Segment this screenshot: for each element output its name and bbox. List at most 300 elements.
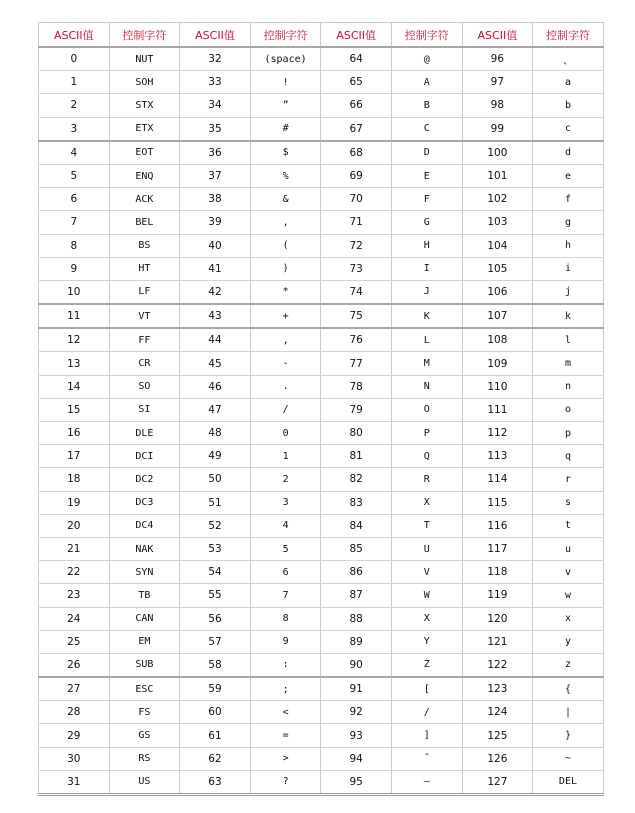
ascii-value-cell: 41 [180,257,251,280]
control-char-cell: Z [391,653,462,677]
table-body [39,47,604,795]
ascii-value-cell: 5 [39,164,110,187]
control-char-cell: GS [109,724,180,747]
control-char-cell: SYN [109,561,180,584]
ascii-table [38,22,604,796]
ascii-value-cell: 68 [321,141,392,165]
ascii-value-cell: 50 [180,468,251,491]
control-char-cell: CAN [109,607,180,630]
control-char-cell: DC3 [109,491,180,514]
ascii-value-cell: 0 [39,47,110,71]
table-row [39,117,604,141]
control-char-cell: v [533,561,604,584]
control-char-cell: K [391,304,462,328]
ascii-value-cell: 44 [180,328,251,352]
ascii-value-cell: 9 [39,257,110,280]
ascii-value-cell: 45 [180,352,251,375]
ascii-value-cell: 8 [39,234,110,257]
table-row [39,257,604,280]
control-char-cell: t [533,514,604,537]
control-char-cell: DCI [109,445,180,468]
control-char-cell: 7 [250,584,321,607]
table-row [39,770,604,794]
table-row [39,234,604,257]
control-char-cell: X [391,491,462,514]
control-char-cell: y [533,630,604,653]
ascii-value-header: ASCII值 [462,23,533,48]
control-char-cell: ACK [109,188,180,211]
control-char-cell: ? [250,770,321,794]
control-char-cell: , [250,211,321,234]
control-char-cell: & [250,188,321,211]
ascii-value-cell: 20 [39,514,110,537]
control-char-cell: , [250,328,321,352]
table-row [39,328,604,352]
control-char-cell: 3 [250,491,321,514]
control-char-header: 控制字符 [391,23,462,48]
ascii-value-cell: 61 [180,724,251,747]
ascii-value-cell: 33 [180,71,251,94]
ascii-value-cell: 6 [39,188,110,211]
control-char-cell: W [391,584,462,607]
ascii-value-cell: 23 [39,584,110,607]
ascii-value-cell: 103 [462,211,533,234]
table-row [39,630,604,653]
ascii-value-cell: 27 [39,677,110,701]
control-char-cell: x [533,607,604,630]
ascii-value-cell: 55 [180,584,251,607]
ascii-value-cell: 115 [462,491,533,514]
control-char-cell: d [533,141,604,165]
table-row [39,280,604,304]
ascii-value-cell: 114 [462,468,533,491]
control-char-cell: / [250,398,321,421]
table-row [39,71,604,94]
ascii-value-cell: 75 [321,304,392,328]
ascii-value-cell: 117 [462,537,533,560]
ascii-value-cell: 122 [462,653,533,677]
ascii-value-cell: 101 [462,164,533,187]
control-char-cell: LF [109,280,180,304]
control-char-cell: i [533,257,604,280]
control-char-cell: o [533,398,604,421]
control-char-cell: (space) [250,47,321,71]
ascii-value-cell: 22 [39,561,110,584]
control-char-cell: F [391,188,462,211]
table-row [39,304,604,328]
control-char-cell: DLE [109,422,180,445]
control-char-cell: % [250,164,321,187]
ascii-value-cell: 97 [462,71,533,94]
ascii-value-cell: 53 [180,537,251,560]
control-char-cell: s [533,491,604,514]
ascii-value-cell: 85 [321,537,392,560]
control-char-cell: E [391,164,462,187]
control-char-cell: c [533,117,604,141]
control-char-cell: N [391,375,462,398]
ascii-value-cell: 30 [39,747,110,770]
control-char-cell: j [533,280,604,304]
control-char-cell: 、 [533,47,604,71]
control-char-cell: BEL [109,211,180,234]
ascii-value-cell: 58 [180,653,251,677]
control-char-cell: * [250,280,321,304]
ascii-value-cell: 100 [462,141,533,165]
control-char-cell: FS [109,701,180,724]
ascii-value-cell: 96 [462,47,533,71]
ascii-value-cell: 92 [321,701,392,724]
control-char-cell: ESC [109,677,180,701]
ascii-value-cell: 32 [180,47,251,71]
control-char-cell: J [391,280,462,304]
ascii-value-cell: 17 [39,445,110,468]
table-row [39,491,604,514]
table-row [39,188,604,211]
control-char-cell: z [533,653,604,677]
table-row [39,211,604,234]
ascii-value-cell: 118 [462,561,533,584]
table-row [39,375,604,398]
ascii-value-cell: 98 [462,94,533,117]
control-char-cell: Q [391,445,462,468]
control-char-cell: < [250,701,321,724]
control-char-cell: p [533,422,604,445]
table-row [39,468,604,491]
ascii-value-header: ASCII值 [180,23,251,48]
control-char-cell: n [533,375,604,398]
ascii-value-cell: 25 [39,630,110,653]
control-char-cell: | [533,701,604,724]
control-char-cell: C [391,117,462,141]
ascii-value-cell: 125 [462,724,533,747]
control-char-cell: b [533,94,604,117]
ascii-value-cell: 93 [321,724,392,747]
ascii-value-cell: 82 [321,468,392,491]
control-char-cell: # [250,117,321,141]
control-char-cell: 8 [250,607,321,630]
ascii-value-cell: 105 [462,257,533,280]
control-char-cell: A [391,71,462,94]
ascii-value-cell: 111 [462,398,533,421]
ascii-value-cell: 52 [180,514,251,537]
table-row [39,537,604,560]
table-row [39,164,604,187]
table-row [39,561,604,584]
ascii-value-cell: 104 [462,234,533,257]
control-char-cell: ” [250,94,321,117]
control-char-cell: V [391,561,462,584]
control-char-cell: 4 [250,514,321,537]
control-char-cell: { [533,677,604,701]
control-char-cell: R [391,468,462,491]
control-char-cell: EOT [109,141,180,165]
control-char-cell: @ [391,47,462,71]
ascii-value-cell: 72 [321,234,392,257]
ascii-value-cell: 48 [180,422,251,445]
control-char-cell: 2 [250,468,321,491]
ascii-value-cell: 28 [39,701,110,724]
ascii-value-cell: 3 [39,117,110,141]
ascii-value-cell: 89 [321,630,392,653]
control-char-cell: > [250,747,321,770]
ascii-value-cell: 36 [180,141,251,165]
ascii-value-cell: 40 [180,234,251,257]
control-char-cell: B [391,94,462,117]
ascii-value-cell: 47 [180,398,251,421]
ascii-value-cell: 70 [321,188,392,211]
ascii-value-cell: 15 [39,398,110,421]
control-char-cell: 5 [250,537,321,560]
ascii-value-cell: 19 [39,491,110,514]
ascii-value-cell: 64 [321,47,392,71]
control-char-cell: ENQ [109,164,180,187]
ascii-value-cell: 57 [180,630,251,653]
ascii-value-cell: 81 [321,445,392,468]
ascii-value-cell: 84 [321,514,392,537]
table-row [39,701,604,724]
control-char-cell: US [109,770,180,794]
ascii-value-cell: 31 [39,770,110,794]
ascii-value-cell: 1 [39,71,110,94]
control-char-header: 控制字符 [250,23,321,48]
control-char-cell: T [391,514,462,537]
ascii-value-cell: 76 [321,328,392,352]
ascii-value-cell: 79 [321,398,392,421]
control-char-cell: = [250,724,321,747]
ascii-value-cell: 102 [462,188,533,211]
ascii-value-cell: 126 [462,747,533,770]
table-row [39,422,604,445]
ascii-value-cell: 63 [180,770,251,794]
ascii-value-cell: 37 [180,164,251,187]
control-char-cell: L [391,328,462,352]
ascii-value-cell: 49 [180,445,251,468]
control-char-cell: G [391,211,462,234]
ascii-value-cell: 29 [39,724,110,747]
ascii-value-header: ASCII值 [321,23,392,48]
table-row [39,607,604,630]
ascii-value-cell: 35 [180,117,251,141]
control-char-cell: CR [109,352,180,375]
ascii-value-cell: 11 [39,304,110,328]
ascii-value-cell: 38 [180,188,251,211]
table-row [39,352,604,375]
control-char-cell: } [533,724,604,747]
control-char-cell: a [533,71,604,94]
table-row [39,94,604,117]
control-char-cell: P [391,422,462,445]
ascii-value-cell: 116 [462,514,533,537]
control-char-cell: u [533,537,604,560]
control-char-cell: l [533,328,604,352]
control-char-cell: q [533,445,604,468]
ascii-value-cell: 99 [462,117,533,141]
control-char-cell: r [533,468,604,491]
control-char-cell: ) [250,257,321,280]
control-char-cell: 6 [250,561,321,584]
ascii-value-cell: 24 [39,607,110,630]
ascii-value-cell: 62 [180,747,251,770]
ascii-value-cell: 107 [462,304,533,328]
ascii-value-cell: 108 [462,328,533,352]
control-char-cell: BS [109,234,180,257]
control-char-cell: ˆ [391,747,462,770]
ascii-value-cell: 95 [321,770,392,794]
ascii-value-cell: 14 [39,375,110,398]
ascii-value-cell: 88 [321,607,392,630]
control-char-cell: X [391,607,462,630]
control-char-cell: + [250,304,321,328]
control-char-cell: TB [109,584,180,607]
ascii-value-cell: 34 [180,94,251,117]
ascii-value-cell: 127 [462,770,533,794]
control-char-cell: SOH [109,71,180,94]
control-char-cell: ! [250,71,321,94]
control-char-cell: g [533,211,604,234]
ascii-value-cell: 16 [39,422,110,445]
control-char-cell: ; [250,677,321,701]
control-char-cell: STX [109,94,180,117]
ascii-value-cell: 78 [321,375,392,398]
control-char-cell: h [533,234,604,257]
ascii-value-cell: 80 [321,422,392,445]
table-header [39,23,604,48]
control-char-cell: DC2 [109,468,180,491]
control-char-cell: H [391,234,462,257]
table-row [39,398,604,421]
ascii-value-cell: 90 [321,653,392,677]
control-char-cell: HT [109,257,180,280]
control-char-header: 控制字符 [533,23,604,48]
ascii-value-cell: 54 [180,561,251,584]
ascii-value-cell: 77 [321,352,392,375]
ascii-value-cell: 74 [321,280,392,304]
ascii-value-cell: 91 [321,677,392,701]
control-char-cell: SUB [109,653,180,677]
ascii-value-cell: 51 [180,491,251,514]
control-char-cell: k [533,304,604,328]
ascii-value-cell: 42 [180,280,251,304]
ascii-value-cell: 69 [321,164,392,187]
ascii-value-cell: 2 [39,94,110,117]
control-char-cell: O [391,398,462,421]
ascii-value-cell: 67 [321,117,392,141]
control-char-cell: FF [109,328,180,352]
table-row [39,747,604,770]
control-char-cell: RS [109,747,180,770]
control-char-cell: DC4 [109,514,180,537]
control-char-cell: : [250,653,321,677]
control-char-cell: NUT [109,47,180,71]
control-char-cell: I [391,257,462,280]
control-char-cell: SO [109,375,180,398]
header-row [39,23,604,48]
control-char-cell: e [533,164,604,187]
table-row [39,47,604,71]
ascii-value-cell: 21 [39,537,110,560]
ascii-value-cell: 124 [462,701,533,724]
control-char-cell: DEL [533,770,604,794]
table-row [39,724,604,747]
table-row [39,514,604,537]
control-char-cell: [ [391,677,462,701]
control-char-cell: 9 [250,630,321,653]
table-row [39,141,604,165]
ascii-value-cell: 46 [180,375,251,398]
ascii-value-cell: 12 [39,328,110,352]
control-char-cell: m [533,352,604,375]
ascii-value-cell: 43 [180,304,251,328]
table-row [39,653,604,677]
ascii-value-cell: 7 [39,211,110,234]
ascii-value-cell: 120 [462,607,533,630]
ascii-value-cell: 119 [462,584,533,607]
ascii-value-cell: 73 [321,257,392,280]
ascii-value-cell: 18 [39,468,110,491]
control-char-cell: NAK [109,537,180,560]
control-char-cell: 0 [250,422,321,445]
ascii-value-cell: 110 [462,375,533,398]
control-char-cell: ( [250,234,321,257]
control-char-cell: U [391,537,462,560]
control-char-cell: - [250,352,321,375]
control-char-header: 控制字符 [109,23,180,48]
ascii-value-cell: 113 [462,445,533,468]
ascii-value-cell: 60 [180,701,251,724]
ascii-value-cell: 4 [39,141,110,165]
control-char-cell: SI [109,398,180,421]
ascii-value-header: ASCII值 [39,23,110,48]
control-char-cell: Y [391,630,462,653]
control-char-cell: EM [109,630,180,653]
control-char-cell: VT [109,304,180,328]
ascii-value-cell: 56 [180,607,251,630]
ascii-value-cell: 106 [462,280,533,304]
control-char-cell: — [391,770,462,794]
control-char-cell: f [533,188,604,211]
control-char-cell: ~ [533,747,604,770]
control-char-cell: D [391,141,462,165]
control-char-cell: w [533,584,604,607]
control-char-cell: ETX [109,117,180,141]
control-char-cell: . [250,375,321,398]
table-row [39,584,604,607]
ascii-value-cell: 86 [321,561,392,584]
ascii-value-cell: 66 [321,94,392,117]
ascii-value-cell: 59 [180,677,251,701]
ascii-value-cell: 112 [462,422,533,445]
ascii-value-cell: 94 [321,747,392,770]
control-char-cell: M [391,352,462,375]
ascii-value-cell: 121 [462,630,533,653]
ascii-value-cell: 83 [321,491,392,514]
ascii-value-cell: 71 [321,211,392,234]
ascii-value-cell: 65 [321,71,392,94]
table-row [39,445,604,468]
control-char-cell: ] [391,724,462,747]
ascii-value-cell: 26 [39,653,110,677]
control-char-cell: $ [250,141,321,165]
ascii-value-cell: 87 [321,584,392,607]
ascii-value-cell: 109 [462,352,533,375]
ascii-value-cell: 123 [462,677,533,701]
table-row [39,677,604,701]
ascii-value-cell: 13 [39,352,110,375]
ascii-value-cell: 39 [180,211,251,234]
control-char-cell: / [391,701,462,724]
ascii-value-cell: 10 [39,280,110,304]
control-char-cell: 1 [250,445,321,468]
